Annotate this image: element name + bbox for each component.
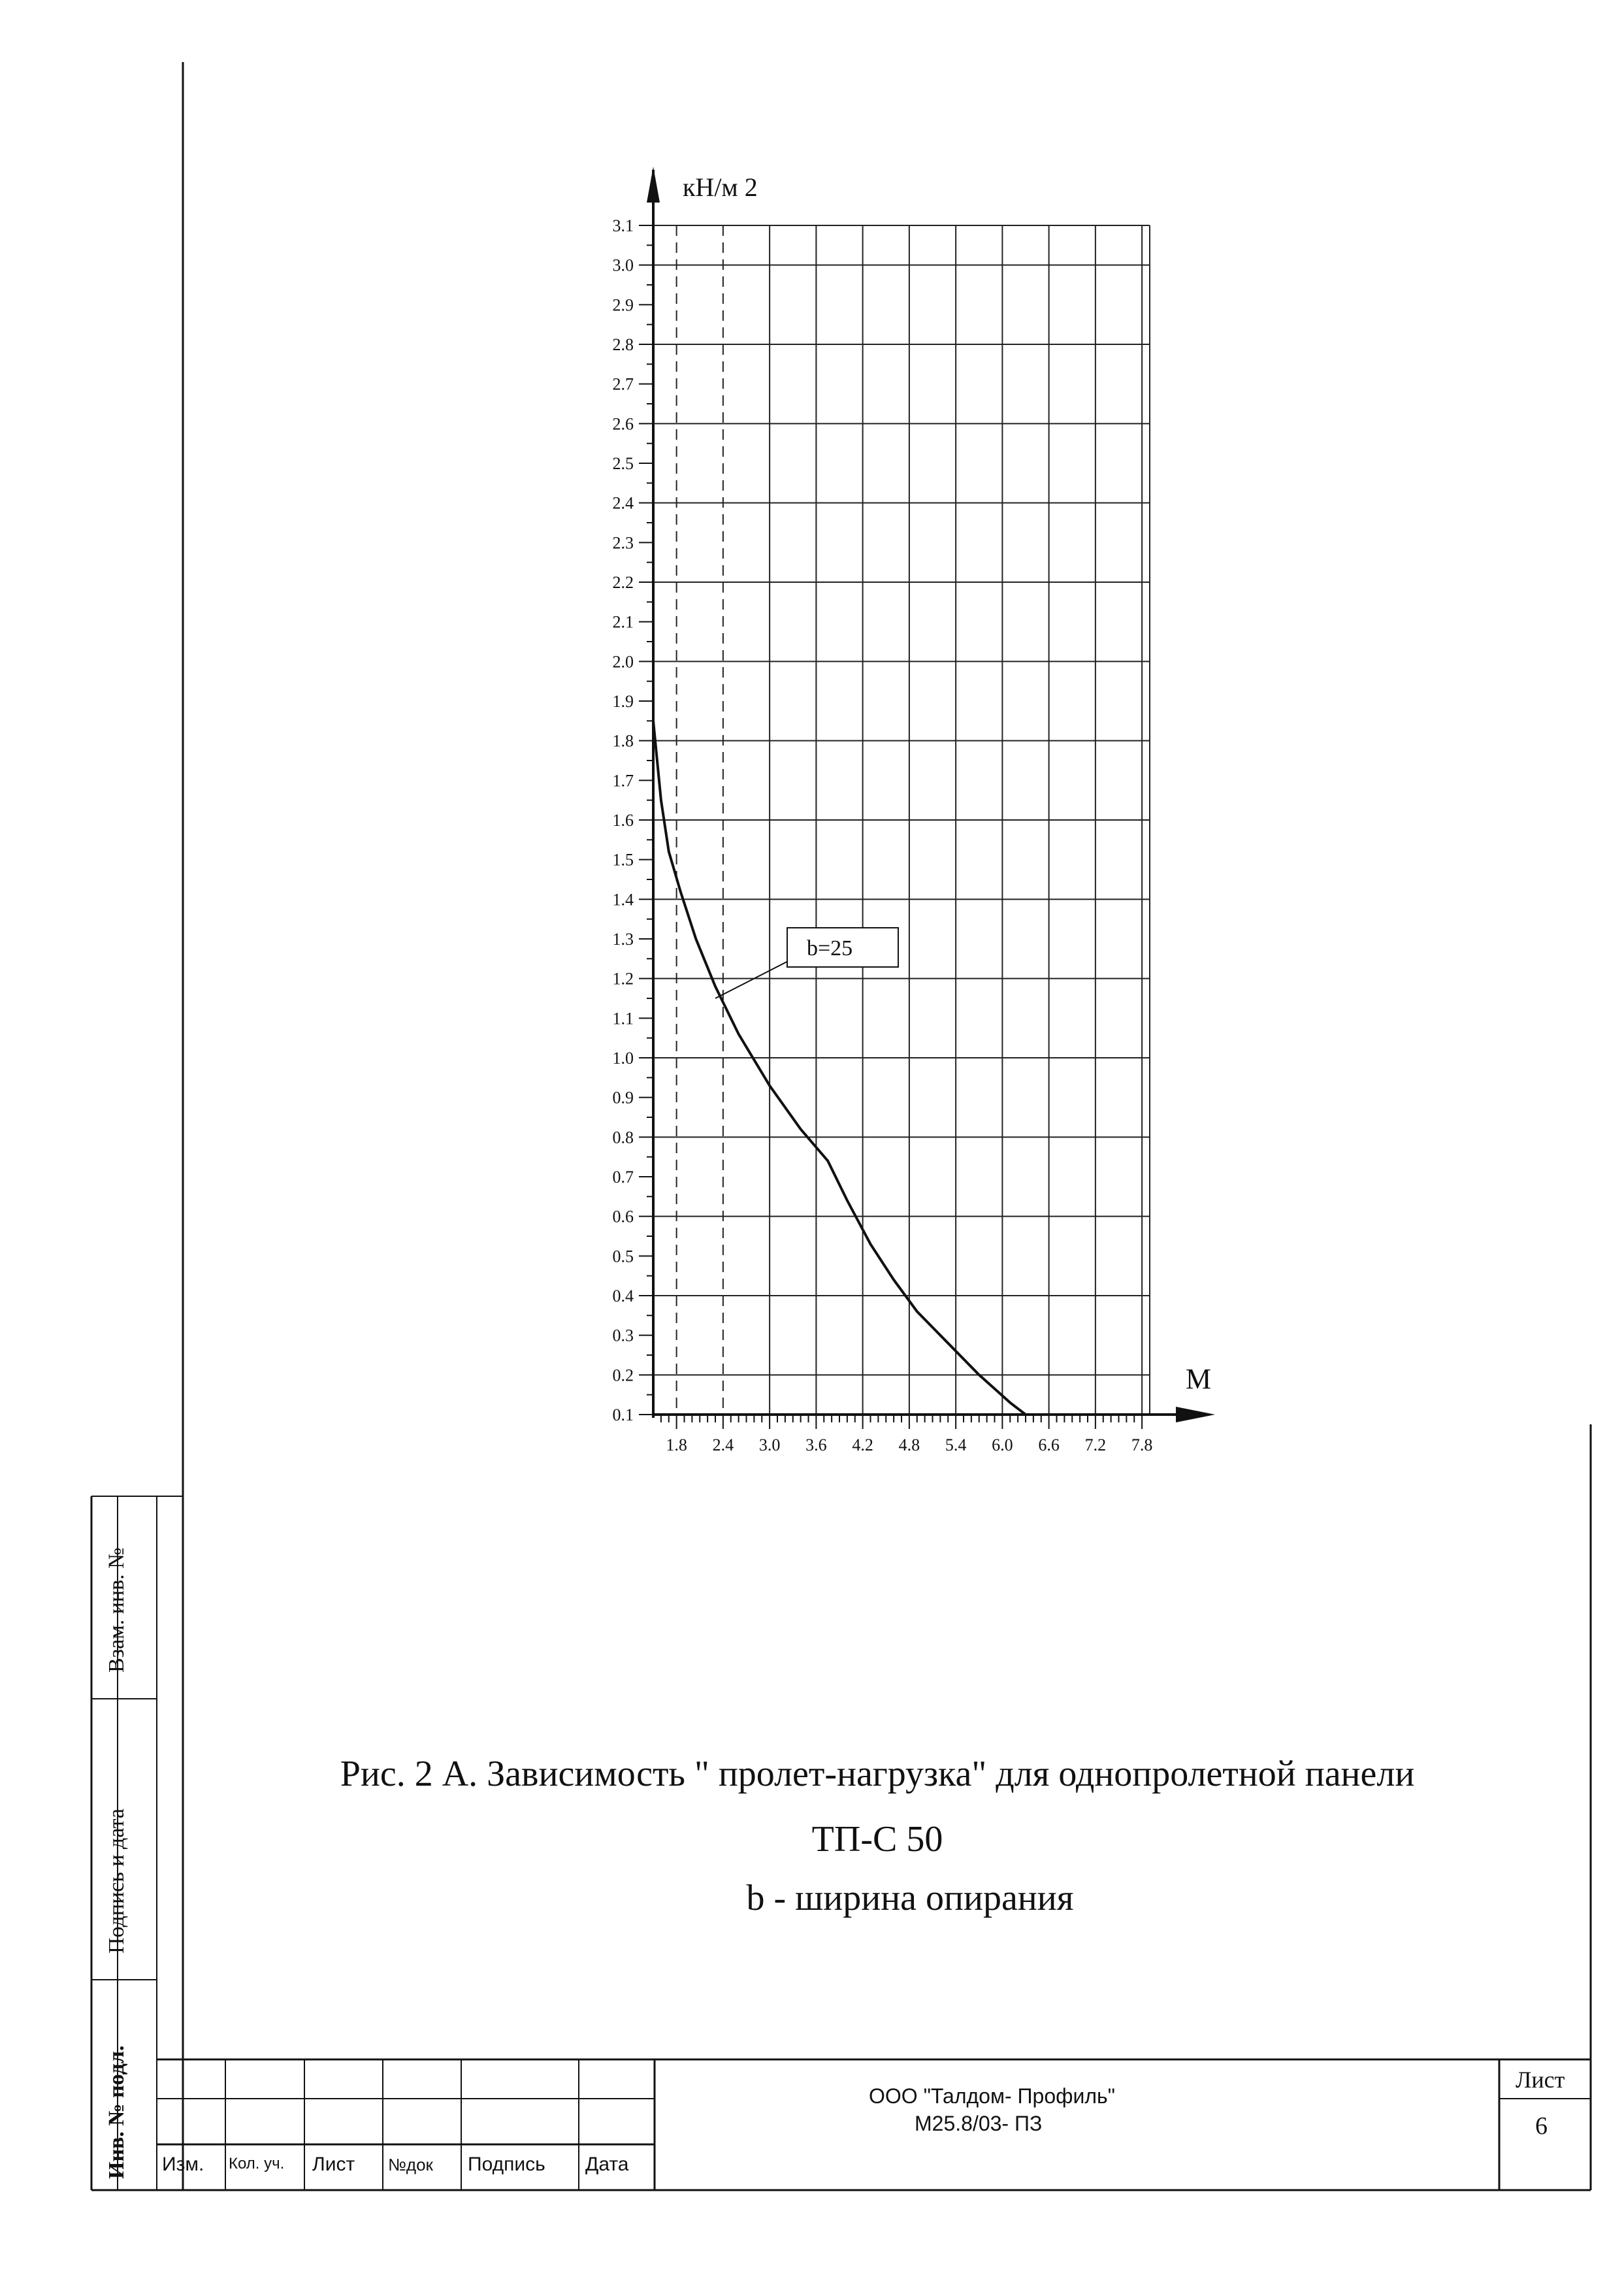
stamp-code: М25.8/03- ПЗ — [915, 2112, 1043, 2135]
y-tick-label-1.0: 1.0 — [612, 1049, 634, 1068]
x-tick-label-4.2: 4.2 — [852, 1435, 873, 1454]
stamp-sheet-number: 6 — [1535, 2112, 1548, 2140]
y-tick-label-2.6: 2.6 — [612, 414, 634, 434]
stamp-sheet-label: Лист — [1516, 2067, 1565, 2093]
y-tick-label-0.8: 0.8 — [612, 1128, 634, 1147]
y-tick-label-2.1: 2.1 — [612, 612, 634, 632]
stamp-col-ndok: №док — [388, 2155, 433, 2174]
x-tick-label-3.6: 3.6 — [805, 1435, 827, 1454]
y-tick-label-0.1: 0.1 — [612, 1405, 634, 1424]
y-tick-label-0.7: 0.7 — [612, 1168, 634, 1187]
y-tick-label-1.8: 1.8 — [612, 731, 634, 751]
y-tick-label-2.4: 2.4 — [612, 493, 634, 513]
y-tick-label-2.5: 2.5 — [612, 454, 634, 473]
y-axis-label: кН/м 2 — [683, 172, 758, 202]
y-tick-label-1.2: 1.2 — [612, 969, 634, 989]
y-tick-label-0.5: 0.5 — [612, 1247, 634, 1266]
y-tick-label-0.6: 0.6 — [612, 1207, 634, 1226]
y-tick-label-0.3: 0.3 — [612, 1326, 634, 1345]
stamp-col-izm: Изм. — [162, 2154, 204, 2175]
figure-caption-line3: b - ширина опирания — [746, 1878, 1074, 1918]
y-tick-label-1.6: 1.6 — [612, 811, 634, 830]
stamp-col-list: Лист — [312, 2154, 355, 2175]
y-tick-label-2.2: 2.2 — [612, 573, 634, 592]
x-axis-label: М — [1186, 1363, 1212, 1395]
x-tick-label-2.4: 2.4 — [712, 1435, 734, 1454]
annotation-label: b=25 — [807, 936, 853, 960]
y-tick-label-1.1: 1.1 — [612, 1009, 634, 1028]
y-tick-label-0.2: 0.2 — [612, 1366, 634, 1385]
stamp-col-podpis: Подпись — [468, 2154, 545, 2175]
y-tick-label-2.3: 2.3 — [612, 533, 634, 553]
y-tick-label-2.0: 2.0 — [612, 652, 634, 672]
stamp-col-kol-uch: Кол. уч. — [229, 2155, 285, 2172]
y-tick-label-0.9: 0.9 — [612, 1088, 634, 1107]
side-label-inv-original: Инв. № подл. — [105, 2045, 129, 2179]
side-label-sign-date: Подпись и дата — [105, 1809, 129, 1954]
x-tick-label-6.6: 6.6 — [1038, 1435, 1060, 1454]
y-tick-label-3.0: 3.0 — [612, 255, 634, 275]
y-tick-label-2.7: 2.7 — [612, 374, 634, 394]
y-tick-label-1.3: 1.3 — [612, 930, 634, 949]
x-axis-arrow — [1176, 1407, 1215, 1422]
x-tick-label-6.0: 6.0 — [992, 1435, 1013, 1454]
x-tick-label-4.8: 4.8 — [898, 1435, 920, 1454]
x-tick-label-7.8: 7.8 — [1131, 1435, 1153, 1454]
x-tick-label-3.0: 3.0 — [758, 1435, 781, 1454]
y-tick-label-1.4: 1.4 — [612, 890, 634, 909]
series-curve-0 — [653, 721, 1026, 1415]
figure-caption-line1: Рис. 2 А. Зависимость " пролет-нагрузка" для однопролетной панели — [340, 1754, 1415, 1794]
figure-caption-line2: ТП-С 50 — [811, 1819, 943, 1860]
stamp-col-data: Дата — [585, 2154, 629, 2175]
y-tick-label-1.5: 1.5 — [612, 850, 634, 870]
y-tick-label-1.9: 1.9 — [612, 692, 634, 711]
side-label-inv-replace: Взам. инв. № — [105, 1547, 129, 1673]
y-axis-arrow — [647, 167, 660, 203]
x-tick-label-7.2: 7.2 — [1084, 1435, 1107, 1454]
y-tick-label-1.7: 1.7 — [612, 771, 634, 791]
y-tick-label-3.1: 3.1 — [612, 216, 634, 235]
y-tick-label-0.4: 0.4 — [612, 1286, 634, 1305]
x-tick-label-1.8: 1.8 — [666, 1435, 687, 1454]
stamp-company: ООО "Талдом- Профиль" — [869, 2084, 1116, 2108]
x-tick-label-5.4: 5.4 — [945, 1435, 967, 1454]
y-tick-label-2.9: 2.9 — [612, 295, 634, 315]
y-tick-label-2.8: 2.8 — [612, 335, 634, 354]
